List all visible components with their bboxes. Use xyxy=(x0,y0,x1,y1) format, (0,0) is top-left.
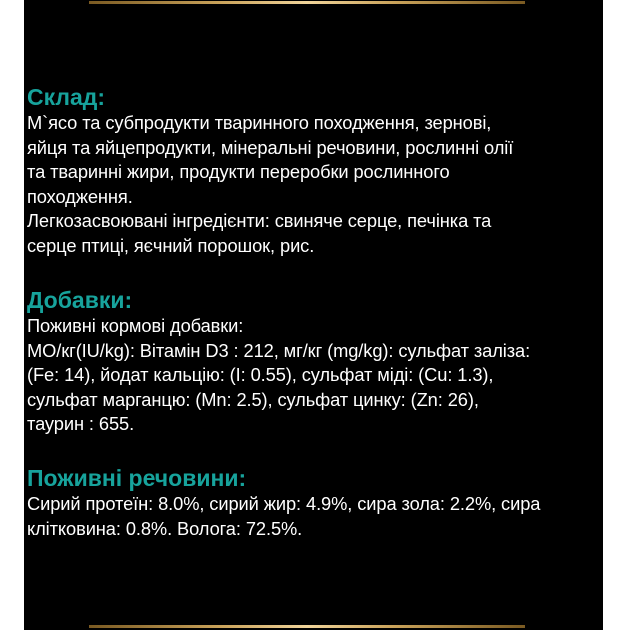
section-additives xyxy=(27,286,530,437)
section-heading: Добавки: xyxy=(27,287,133,313)
gold-divider-bottom xyxy=(89,625,525,628)
section-heading: Склад: xyxy=(27,84,106,110)
text-line: МО/кг(IU/kg): Вітамін D3 : 212, мг/кг (mg/kg): сульфат заліза: xyxy=(27,339,531,361)
text-line: та тваринні жири, продукти переробки рослинного xyxy=(27,161,450,182)
section-heading: Поживні речовини: xyxy=(27,465,247,491)
text-line: Сирий протеїн: 8.0%, сирий жир: 4.9%, сира зола: 2.2%, сира xyxy=(27,493,541,514)
text-line: таурин : 655. xyxy=(27,413,135,434)
text-line: Легкозасвоювані інгредієнти: свиняче серце, печінка та xyxy=(27,210,492,231)
text-line: клітковина: 0.8%. Волога: 72.5%. xyxy=(27,517,303,539)
section-nutrients xyxy=(27,464,540,541)
text-line: (Fe: 14), йодат кальцію: (I: 0.55), сульфат міді: (Cu: 1.3), xyxy=(27,364,494,385)
text-line: походження. xyxy=(27,185,133,207)
text-line: сульфат марганцю: (Mn: 2.5), сульфат цинку: (Zn: 26), xyxy=(27,388,479,410)
text-line: серце птиці, яєчний порошок, рис. xyxy=(27,234,315,256)
text-line: Поживні кормові добавки: xyxy=(27,315,244,336)
gold-divider-top xyxy=(89,1,525,4)
text-line: яйця та яйцепродукти, мінеральні речовини, рослинні олії xyxy=(27,136,514,158)
text-line: М`ясо та субпродукти тваринного походження, зернові, xyxy=(27,112,492,133)
section-composition xyxy=(27,83,513,258)
